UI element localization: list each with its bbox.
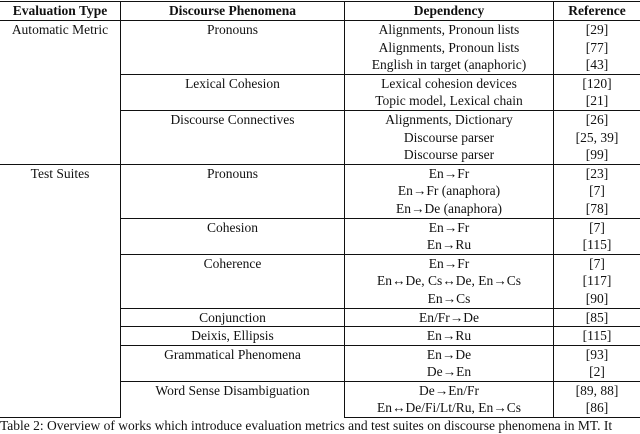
evaluation-type-cell: Test Suites (0, 164, 121, 417)
dependency-cell: En/Fr→De (345, 308, 554, 327)
dependency-cell: En→Fr (345, 254, 554, 272)
reference-cell: [21] (554, 92, 640, 110)
dependency-cell: Discourse parser (345, 129, 554, 147)
reference-cell: [85] (554, 308, 640, 327)
phenomenon-cell: Coherence (121, 254, 345, 308)
phenomenon-cell: Cohesion (121, 218, 345, 254)
reference-cell: [23] (554, 164, 640, 182)
dependency-cell: En→Fr (345, 218, 554, 236)
dependency-cell: Alignments, Pronoun lists (345, 39, 554, 57)
phenomenon-cell: Lexical Cohesion (121, 74, 345, 110)
dependency-cell: De→En/Fr (345, 381, 554, 399)
phenomenon-cell: Pronouns (121, 21, 345, 75)
dependency-cell: Discourse parser (345, 146, 554, 164)
phenomenon-cell: Pronouns (121, 164, 345, 218)
reference-cell: [26] (554, 110, 640, 128)
header-dependency: Dependency (345, 2, 554, 21)
dependency-cell: En→De (anaphora) (345, 200, 554, 218)
dependency-cell: Alignments, Dictionary (345, 110, 554, 128)
dependency-cell: Topic model, Lexical chain (345, 92, 554, 110)
dependency-cell: De→En (345, 363, 554, 381)
phenomenon-cell: Discourse Connectives (121, 110, 345, 164)
reference-cell: [90] (554, 290, 640, 308)
reference-cell: [115] (554, 236, 640, 254)
reference-cell: [7] (554, 218, 640, 236)
header-row (0, 2, 640, 21)
phenomenon-cell: Conjunction (121, 308, 345, 327)
reference-cell: [7] (554, 182, 640, 200)
dependency-cell: Alignments, Pronoun lists (345, 21, 554, 39)
reference-cell: [89, 88] (554, 381, 640, 399)
reference-cell: [115] (554, 327, 640, 346)
header-reference: Reference (554, 2, 640, 21)
dependency-cell: English in target (anaphoric) (345, 56, 554, 74)
phenomenon-cell: Grammatical Phenomena (121, 345, 345, 381)
reference-cell: [7] (554, 254, 640, 272)
dependency-cell: En→Fr (anaphora) (345, 182, 554, 200)
reference-cell: [78] (554, 200, 640, 218)
reference-cell: [120] (554, 74, 640, 92)
reference-cell: [2] (554, 363, 640, 381)
table-caption: Table 2: Overview of works which introduce evaluation metrics and test suites on discourse phenomena in MT. It (0, 418, 612, 434)
header-evaluation-type: Evaluation Type (0, 2, 121, 21)
dependency-cell: Lexical cohesion devices (345, 74, 554, 92)
reference-cell: [86] (554, 399, 640, 417)
table-row (0, 164, 640, 182)
phenomenon-cell: Word Sense Disambiguation (121, 381, 345, 417)
table-row (0, 21, 640, 39)
reference-cell: [25, 39] (554, 129, 640, 147)
dependency-cell: En→Cs (345, 290, 554, 308)
reference-cell: [117] (554, 272, 640, 290)
phenomenon-cell: Deixis, Ellipsis (121, 327, 345, 346)
reference-cell: [29] (554, 21, 640, 39)
evaluation-type-cell: Automatic Metric (0, 21, 121, 165)
reference-cell: [99] (554, 146, 640, 164)
dependency-cell: En→Ru (345, 236, 554, 254)
dependency-cell: En→De (345, 345, 554, 363)
dependency-cell: En↔De, Cs↔De, En→Cs (345, 272, 554, 290)
reference-cell: [77] (554, 39, 640, 57)
reference-cell: [43] (554, 56, 640, 74)
overview-table (0, 1, 640, 418)
dependency-cell: En→Ru (345, 327, 554, 346)
header-discourse-phenomena: Discourse Phenomena (121, 2, 345, 21)
reference-cell: [93] (554, 345, 640, 363)
dependency-cell: En→Fr (345, 164, 554, 182)
dependency-cell: En↔De/Fi/Lt/Ru, En→Cs (345, 399, 554, 417)
